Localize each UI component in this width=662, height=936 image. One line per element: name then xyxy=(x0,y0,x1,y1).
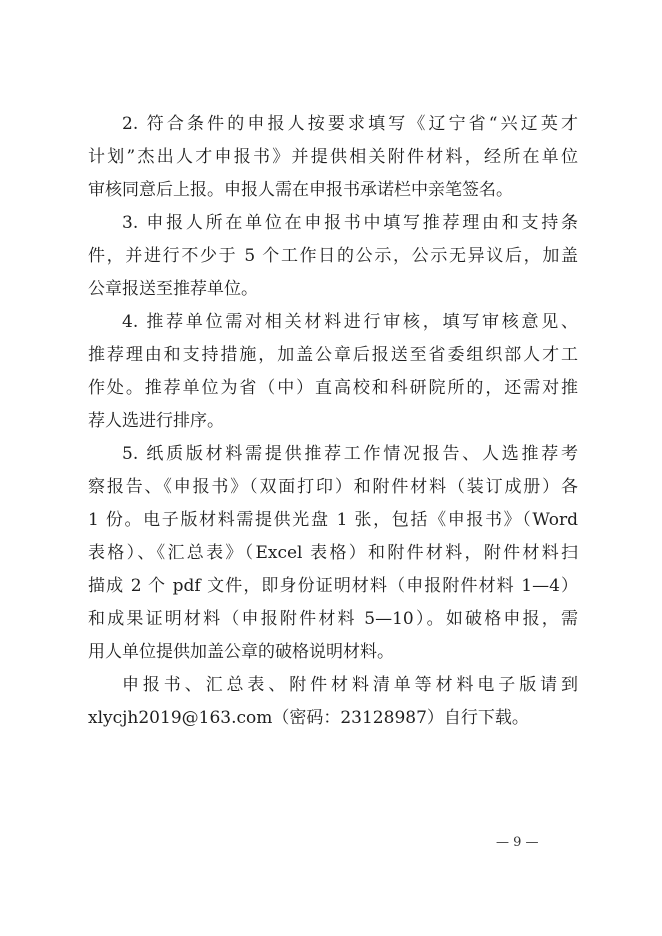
text-line: 计划”杰出人才申报书》并提供相关附件材料，经所在单位 xyxy=(88,147,578,167)
text-line: xlycjh2019@163.com（密码：23128987）自行下载。 xyxy=(88,708,529,728)
text-line: 推荐理由和支持措施，加盖公章后报送至省委组织部人才工 xyxy=(88,345,578,365)
paragraph-item-3 xyxy=(88,207,578,306)
text-line: 和成果证明材料（申报附件材料 5—10）。如破格申报，需 xyxy=(88,609,578,629)
text-line: 察报告、《申报书》（双面打印）和附件材料（装订成册）各 xyxy=(88,477,578,497)
paragraph-download-note xyxy=(88,669,578,735)
document-body xyxy=(88,108,578,735)
text-line: 作处。推荐单位为省（中）直高校和科研院所的，还需对推 xyxy=(88,378,578,398)
text-line: 申报书、汇总表、附件材料清单等材料电子版请到 xyxy=(122,675,578,695)
text-line: 4. 推荐单位需对相关材料进行审核，填写审核意见、 xyxy=(122,312,578,332)
paragraph-item-5 xyxy=(88,438,578,669)
text-line: 3. 申报人所在单位在申报书中填写推荐理由和支持条 xyxy=(122,213,578,233)
text-line: 用人单位提供加盖公章的破格说明材料。 xyxy=(88,642,394,662)
text-line: 5. 纸质版材料需提供推荐工作情况报告、人选推荐考 xyxy=(122,444,578,464)
text-line: 审核同意后上报。申报人需在申报书承诺栏中亲笔签名。 xyxy=(88,180,513,200)
paragraph-item-2 xyxy=(88,108,578,207)
text-line: 表格）、《汇总表》（Excel 表格）和附件材料，附件材料扫 xyxy=(88,543,578,563)
page-number: — 9 — xyxy=(496,835,539,850)
paragraph-item-4 xyxy=(88,306,578,438)
text-line: 公章报送至推荐单位。 xyxy=(88,279,258,299)
text-line: 1 份。电子版材料需提供光盘 1 张，包括《申报书》（Word xyxy=(88,510,578,530)
text-line: 描成 2 个 pdf 文件，即身份证明材料（申报附件材料 1—4） xyxy=(88,576,578,596)
text-line: 2. 符合条件的申报人按要求填写《辽宁省“兴辽英才 xyxy=(122,114,578,134)
text-line: 件，并进行不少于 5 个工作日的公示，公示无异议后，加盖 xyxy=(88,246,578,266)
text-line: 荐人选进行排序。 xyxy=(88,411,224,431)
